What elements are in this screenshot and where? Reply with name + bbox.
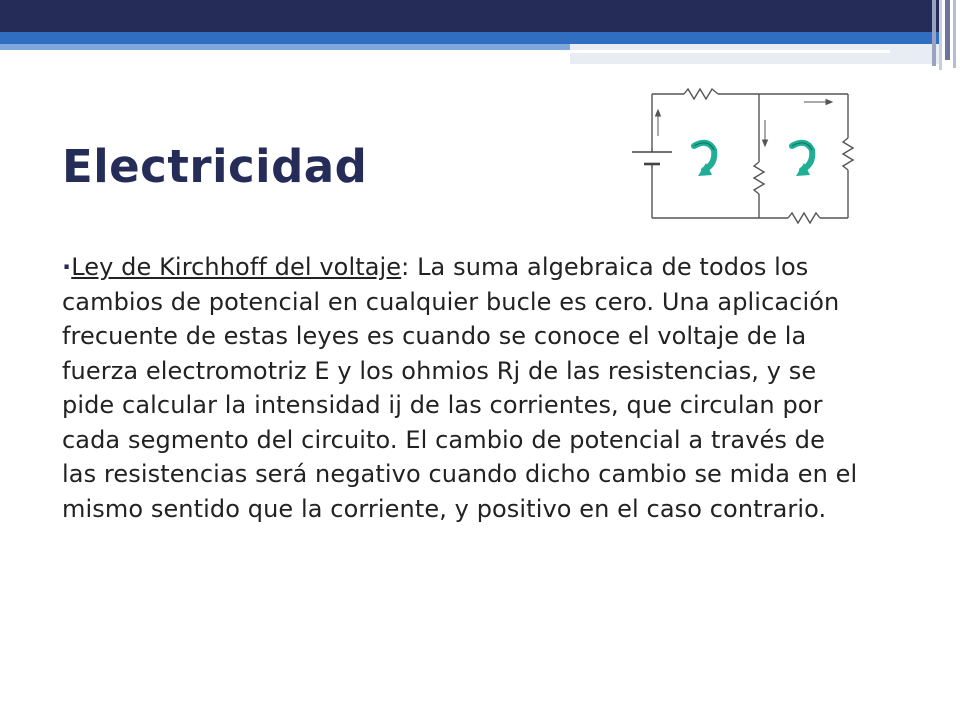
resistor-icon-top: [684, 89, 718, 99]
header-bar-dark: [0, 0, 940, 32]
header-decorative-bars: [0, 0, 960, 70]
resistor-icon-middle: [754, 162, 764, 194]
header-bar-white-line: [570, 50, 890, 53]
loop-arrow-icon-left: [694, 143, 714, 176]
body-paragraph: [62, 250, 862, 526]
loop-arrow-icon-right: [792, 143, 812, 176]
header-bar-light: [0, 44, 570, 50]
header-stripe-4: [953, 0, 956, 68]
bullet-marker: ·: [62, 253, 72, 281]
circuit-diagram: [622, 72, 874, 232]
header-stripe-1: [932, 0, 936, 66]
header-stripe-3: [945, 0, 950, 60]
header-stripe-2: [939, 0, 942, 70]
current-arrow-icon-top: [804, 100, 832, 105]
slide-title: Electricidad: [62, 140, 368, 193]
law-name-link: Ley de Kirchhoff del voltaje: [71, 253, 402, 281]
header-bar-shadow: [570, 44, 940, 64]
battery-icon: [632, 148, 672, 168]
resistor-icon-bottom: [788, 213, 820, 223]
resistor-icon-right: [843, 138, 853, 170]
current-arrow-icon-left: [656, 110, 661, 136]
law-description: : La suma algebraica de todos los cambios de potencial en cualquier bucle es cero. Una aplicación frecuente de estas leyes es cuando se conoce el voltaje de la fuerza electromotriz E y los ohmios Rj de las resistencias, y se pide calcular la intensidad ij de las corrientes, que circulan por cada segmento del circuito. El cambio de potencial a través de las resistencias será negativo cuando dicho cambio se mida en el mismo sentido que la corriente, y positivo en el caso contrario.: [62, 253, 858, 523]
header-bar-blue: [0, 32, 940, 44]
current-arrow-icon-middle: [763, 120, 768, 146]
